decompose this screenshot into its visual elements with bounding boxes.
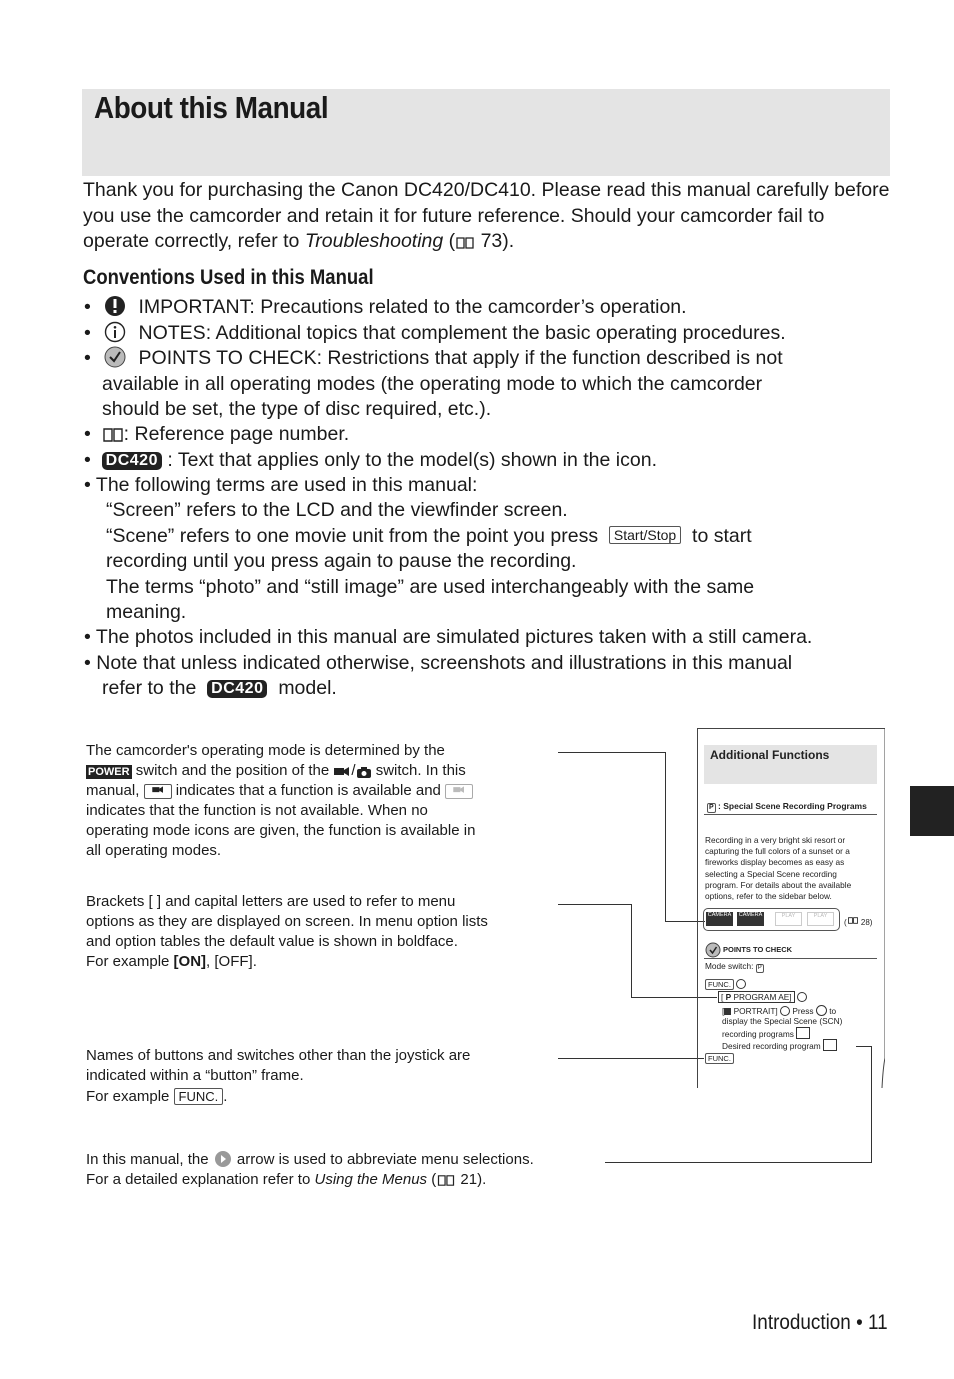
screen-text: “Screen” refers to the LCD and the viewfinder screen. [106, 499, 568, 521]
book-icon [455, 235, 475, 251]
scene-line [106, 524, 752, 550]
brackets-text-4c: , [OFF]. [206, 953, 257, 970]
sample-ref: ( 28) [844, 918, 873, 927]
note-text-2b: model. [278, 677, 337, 699]
sample-body [705, 835, 851, 902]
page-title: About this Manual [94, 90, 329, 125]
intro-ref: 73 [480, 230, 503, 252]
leader-line [558, 1058, 704, 1059]
bullet-model: • DC420 : Text that applies only to the model(s) shown in the icon. [84, 449, 657, 471]
sample-ref-number: 28) [860, 918, 873, 927]
sample-func-button: FUNC. [705, 1053, 734, 1064]
sample-func-button: FUNC. [705, 979, 734, 990]
sample-step-4 [722, 1039, 837, 1052]
sample-header: Additional Functions [710, 748, 830, 762]
bullet-terms: • The following terms are used in this manual: [84, 474, 478, 496]
to-label: to [829, 1006, 837, 1016]
arrow-text-2d: ). [477, 1171, 487, 1188]
brackets-text-1: Brackets [ ] and capital letters are used to refer to menu [86, 893, 456, 910]
arrow-icon [780, 1006, 790, 1016]
portrait-label: PORTRAIT] [733, 1006, 778, 1016]
sample-step-4-text: Desired recording program [722, 1041, 821, 1051]
intro-close: ). [502, 230, 515, 252]
brackets-line-4 [86, 952, 257, 972]
sample-portrait-line: [ PORTRAIT] Press to [722, 1006, 837, 1016]
info-icon [102, 321, 128, 343]
arrow-ref: 21 [460, 1171, 478, 1188]
terms-text: The following terms are used in this manual: [95, 474, 478, 496]
mode-text-1: The camcorder's operating mode is determined by the [86, 742, 445, 759]
sample-page [697, 728, 885, 1088]
sample-program-ae-line: [ P PROGRAM AE] [718, 992, 807, 1003]
sample-subtitle-text: : Special Scene Recording Programs [718, 801, 867, 811]
arrow-icon [823, 1039, 837, 1051]
arrow-icon [213, 1150, 233, 1168]
check-text-2: available in all operating modes (the operating mode to which the camcorder [102, 373, 763, 395]
program-ae-label: PROGRAM AE] [733, 992, 792, 1002]
page-number: 11 [868, 1311, 888, 1334]
mode-line-3 [86, 781, 473, 801]
notes-text: NOTES: Additional topics that complement the basic operating procedures. [138, 322, 786, 344]
page-footer: Introduction • 11 [752, 1311, 888, 1334]
sample-body-line: program. For details about the available [705, 879, 852, 890]
button-text-1: Names of buttons and switches other than the joystick are [86, 1047, 471, 1064]
arrow-text-2a: For a detailed explanation refer to [86, 1171, 311, 1188]
brackets-text-2: options as they are displayed on screen. In menu option lists [86, 913, 488, 930]
model-badge: DC420 [207, 680, 267, 698]
footer-section: Introduction [752, 1311, 852, 1334]
check-icon [705, 942, 721, 958]
power-switch-label: POWER [88, 766, 130, 778]
brackets-text-4a: For example [86, 953, 170, 970]
check-icon [102, 346, 128, 368]
mode-text-2a: switch and the position of the [135, 762, 330, 779]
scene-text-c: recording until you press again to pause the recording. [106, 550, 577, 572]
sample-body-line: fireworks display becomes as easy as [705, 857, 845, 868]
button-line-3 [86, 1087, 227, 1107]
troubleshooting-link: Troubleshooting [304, 230, 444, 252]
book-icon [436, 1173, 456, 1188]
mode-text-4: indicates that the function is not available. When no [86, 802, 428, 819]
leader-line [605, 1162, 872, 1163]
brackets-on-label: [ON] [173, 953, 207, 970]
arrow-text-1b: arrow is used to abbreviate menu selections. [236, 1151, 534, 1168]
mode-camera-movie: CAMERA [706, 912, 733, 926]
brackets-text-3: and option tables the default value is shown in boldface. [86, 933, 458, 950]
photo-text-2: meaning. [106, 601, 187, 623]
leader-line [558, 752, 665, 753]
bullet-check: • POINTS TO CHECK: Restrictions that apply if the function described is not [84, 347, 783, 369]
side-tab [910, 786, 954, 836]
sample-body-line: Recording in a very bright ski resort or [705, 835, 846, 845]
important-icon [102, 295, 128, 317]
start-stop-button: Start/Stop [609, 526, 681, 544]
sample-subtitle: P : Special Scene Recording Programs [709, 801, 867, 811]
model-text: : Text that applies only to the model(s) shown in the icon. [167, 449, 657, 471]
scene-text-b: to start [692, 525, 752, 547]
still-camera-icon [356, 765, 372, 779]
section-title: Conventions Used in this Manual [83, 266, 374, 289]
leader-line [665, 752, 666, 922]
arrow-text-1a: In this manual, the [86, 1151, 209, 1168]
sample-step-3-text: recording programs [722, 1029, 794, 1039]
important-text: IMPORTANT: Precautions related to the camcorder’s operation. [138, 296, 687, 318]
sample-step-2: display the Special Scene (SCN) [722, 1016, 843, 1026]
bullet-important: • IMPORTANT: Precautions related to the camcorder’s operation. [84, 296, 687, 318]
leader-line [631, 904, 632, 998]
bullet-refpage: • : Reference page number. [84, 423, 350, 445]
sample-func-line-2 [705, 1053, 734, 1064]
arrow-icon [797, 992, 807, 1002]
button-text-3end: . [223, 1088, 228, 1105]
refpage-text: : Reference page number. [123, 423, 350, 445]
mode-unavailable-icon [445, 784, 473, 799]
bullet-note: • Note that unless indicated otherwise, screenshots and illustrations in this manual [84, 652, 793, 674]
arrow-line-2: For a detailed explanation refer to Using the Menus ( 21). [86, 1171, 487, 1188]
sample-func-line [705, 979, 746, 990]
arrow-line-1 [86, 1150, 534, 1170]
sample-body-line: options, refer to the sidebar below. [705, 891, 832, 902]
sample-divider [704, 958, 877, 959]
mode-text-5: operating mode icons are given, the function is available in [86, 822, 476, 839]
mode-play-movie: PLAY [775, 912, 802, 926]
button-text-3: For example [86, 1088, 170, 1105]
bullet-notes: • NOTES: Additional topics that complement the basic operating procedures. [84, 322, 786, 344]
photos-text: The photos included in this manual are simulated pictures taken with a still camera. [95, 626, 813, 648]
sample-mode-switch: Mode switch: P [705, 961, 762, 971]
check-text-3: should be set, the type of disc required, etc.). [102, 398, 492, 420]
mode-line-2: POWER switch and the position of the / switch. In this [88, 762, 466, 779]
note-text-1: Note that unless indicated otherwise, screenshots and illustrations in this manual [96, 652, 793, 674]
movie-camera-icon [333, 765, 351, 779]
intro-paragraph: Thank you for purchasing the Canon DC420/DC410. Please read this manual carefully before you use the camcorder and retain it for future reference. Should your camcorder fail to operate correctly, refer to Troubleshooting ( 73). [83, 179, 890, 252]
book-icon [102, 426, 124, 444]
joystick-icon [816, 1005, 827, 1016]
note-line-2 [102, 676, 337, 702]
note-text-2a: refer to the [102, 677, 197, 699]
leader-line [558, 904, 631, 905]
sample-body-line: selecting a Special Scene recording [705, 868, 837, 879]
mode-text-3a: manual, [86, 782, 140, 799]
scene-text-a: “Scene” refers to one movie unit from the point you press [106, 525, 599, 547]
check-text-1: POINTS TO CHECK: Restrictions that apply if the function described is not [138, 347, 783, 369]
arrow-icon [736, 979, 746, 989]
press-label: Press [792, 1006, 814, 1016]
mode-play-photo: PLAY [807, 912, 834, 926]
mode-text-2b: switch. In this [375, 762, 466, 779]
using-menus-link: Using the Menus [314, 1171, 428, 1188]
bullet-photos: • The photos included in this manual are simulated pictures taken with a still camera. [84, 626, 813, 648]
mode-switch-label: Mode switch: [705, 961, 754, 971]
arrow-icon [796, 1027, 810, 1039]
mode-available-icon [144, 784, 172, 799]
func-button-example: FUNC. [174, 1088, 224, 1105]
model-badge: DC420 [102, 452, 162, 470]
sample-check-title: POINTS TO CHECK [723, 945, 793, 954]
intro-text: Thank you for purchasing the Canon DC420/DC410. Please read this manual carefully before you use the camcorder and retain it for future reference. Should your camcorder fail to operate correctly, refer to [83, 179, 890, 252]
mode-text-6: all operating modes. [86, 842, 222, 859]
mode-text-3b: indicates that a function is available and [175, 782, 441, 799]
mode-camera-photo: CAMERA [737, 912, 764, 926]
sample-body-line: capturing the full colors of a sunset or a [705, 846, 850, 857]
button-text-2: indicated within a “button” frame. [86, 1067, 304, 1084]
sample-divider [704, 814, 877, 815]
photo-text-1: The terms “photo” and “still image” are used interchangeably with the same [106, 576, 755, 598]
